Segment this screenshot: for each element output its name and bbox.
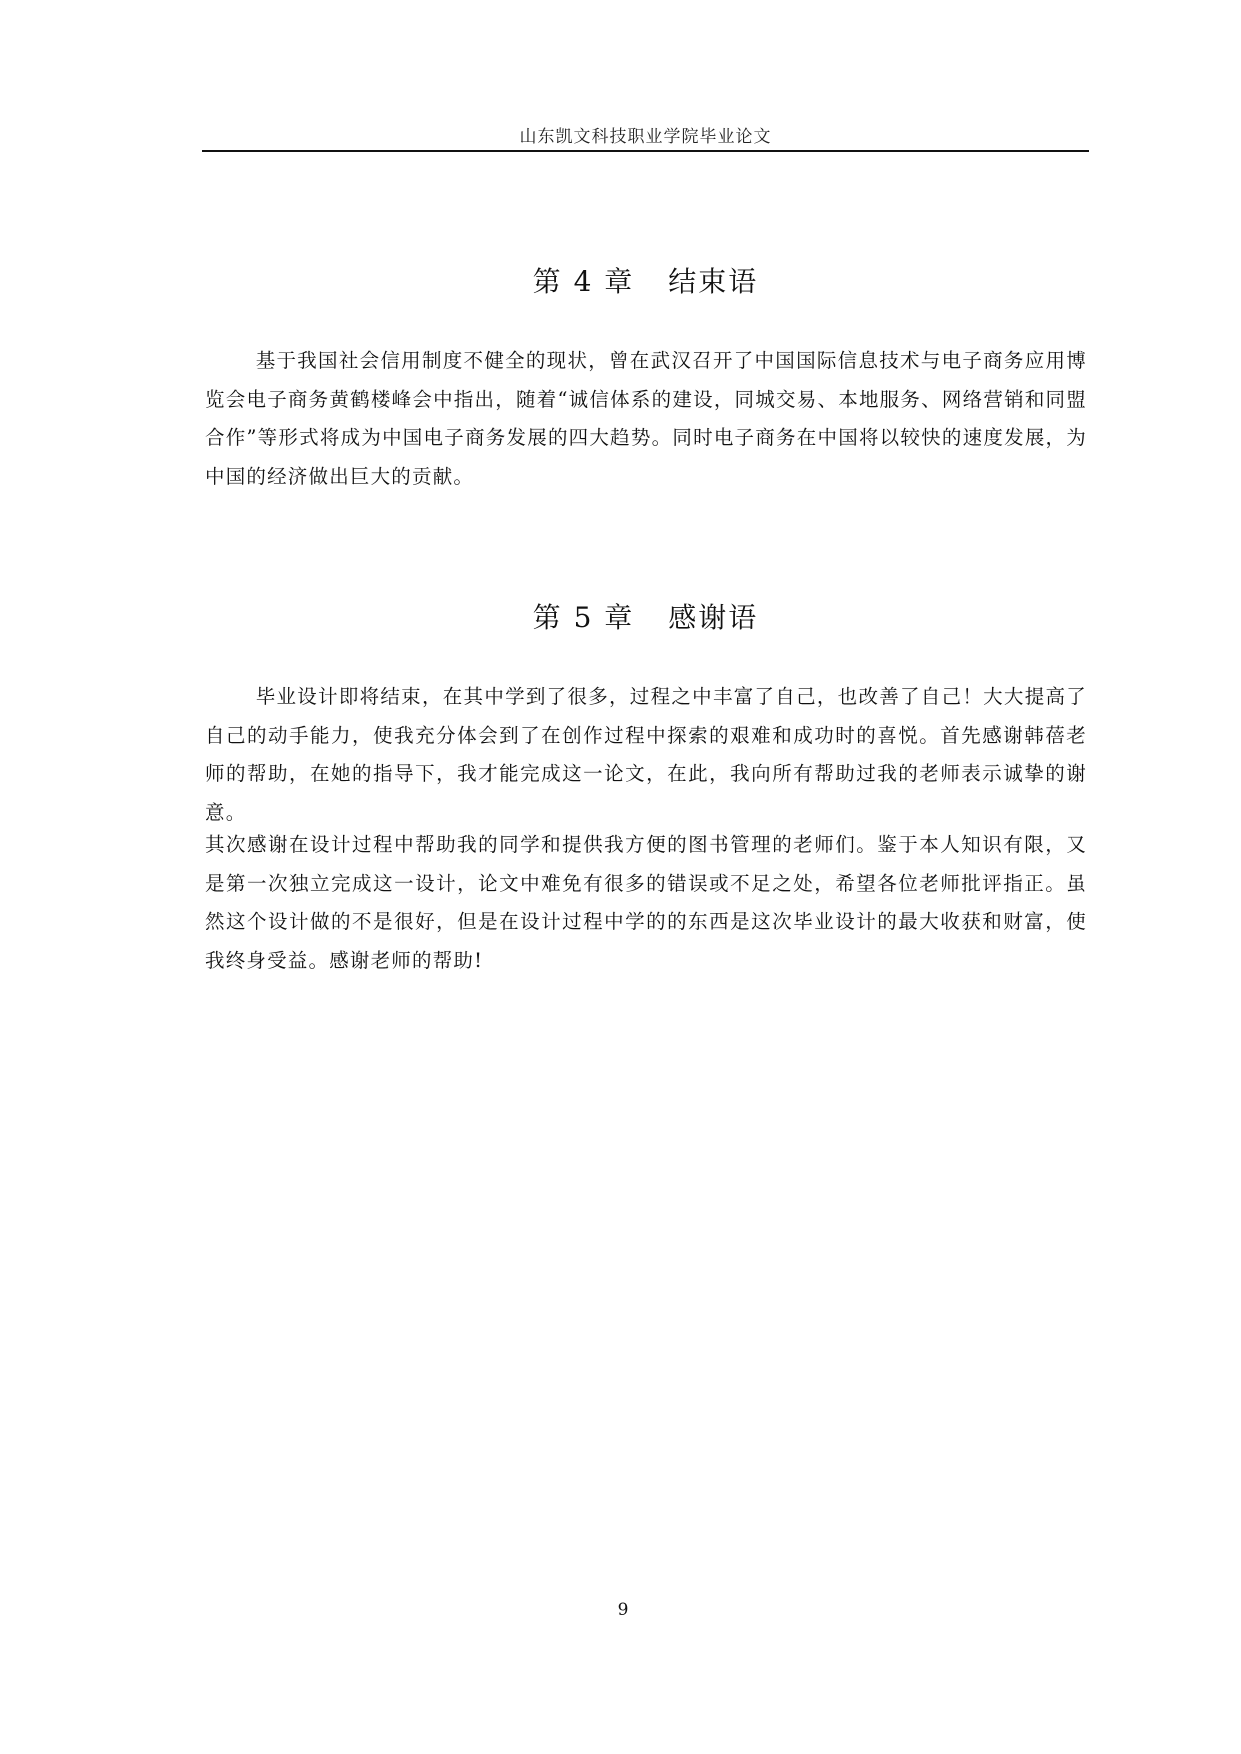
chapter-5-number: 第 5 章 bbox=[532, 601, 635, 634]
chapter-4-title: 结束语 bbox=[668, 265, 759, 298]
page-number: 9 bbox=[617, 1600, 629, 1620]
chapter-5-paragraph: 毕业设计即将结束，在其中学到了很多，过程之中丰富了自己，也改善了自己！大大提高了自己的动手能力，使我充分体会到了在创作过程中探索的艰难和成功时的喜悦。首先感谢韩蓓老师的帮助，在她的指导下，我才能完成这一论文，在此，我向所有帮助过我的老师表示诚挚的谢意。 bbox=[205, 685, 1087, 824]
chapter-5-heading bbox=[203, 598, 1088, 638]
chapter-5-paragraph: 其次感谢在设计过程中帮助我的同学和提供我方便的图书管理的老师们。鉴于本人知识有限，又是第一次独立完成这一设计，论文中难免有很多的错误或不足之处，希望各位老师批评指正。虽然这个设计做的不是很好，但是在设计过程中学的的东西是这次毕业设计的最大收获和财富，使我终身受益。感谢老师的帮助! bbox=[205, 833, 1087, 972]
running-header: 山东凯文科技职业学院毕业论文 bbox=[519, 127, 772, 147]
chapter-4-paragraph: 基于我国社会信用制度不健全的现状，曾在武汉召开了中国国际信息技术与电子商务应用博览会电子商务黄鹤楼峰会中指出，随着“诚信体系的建设，同城交易、本地服务、网络营销和同盟合作”等形式将成为中国电子商务发展的四大趋势。同时电子商务在中国将以较快的速度发展，为中国的经济做出巨大的贡献。 bbox=[205, 349, 1087, 488]
chapter-4-number: 第 4 章 bbox=[532, 265, 635, 298]
chapter-5-title: 感谢语 bbox=[668, 601, 759, 634]
header-divider bbox=[202, 150, 1089, 152]
chapter-4-heading bbox=[203, 262, 1088, 302]
